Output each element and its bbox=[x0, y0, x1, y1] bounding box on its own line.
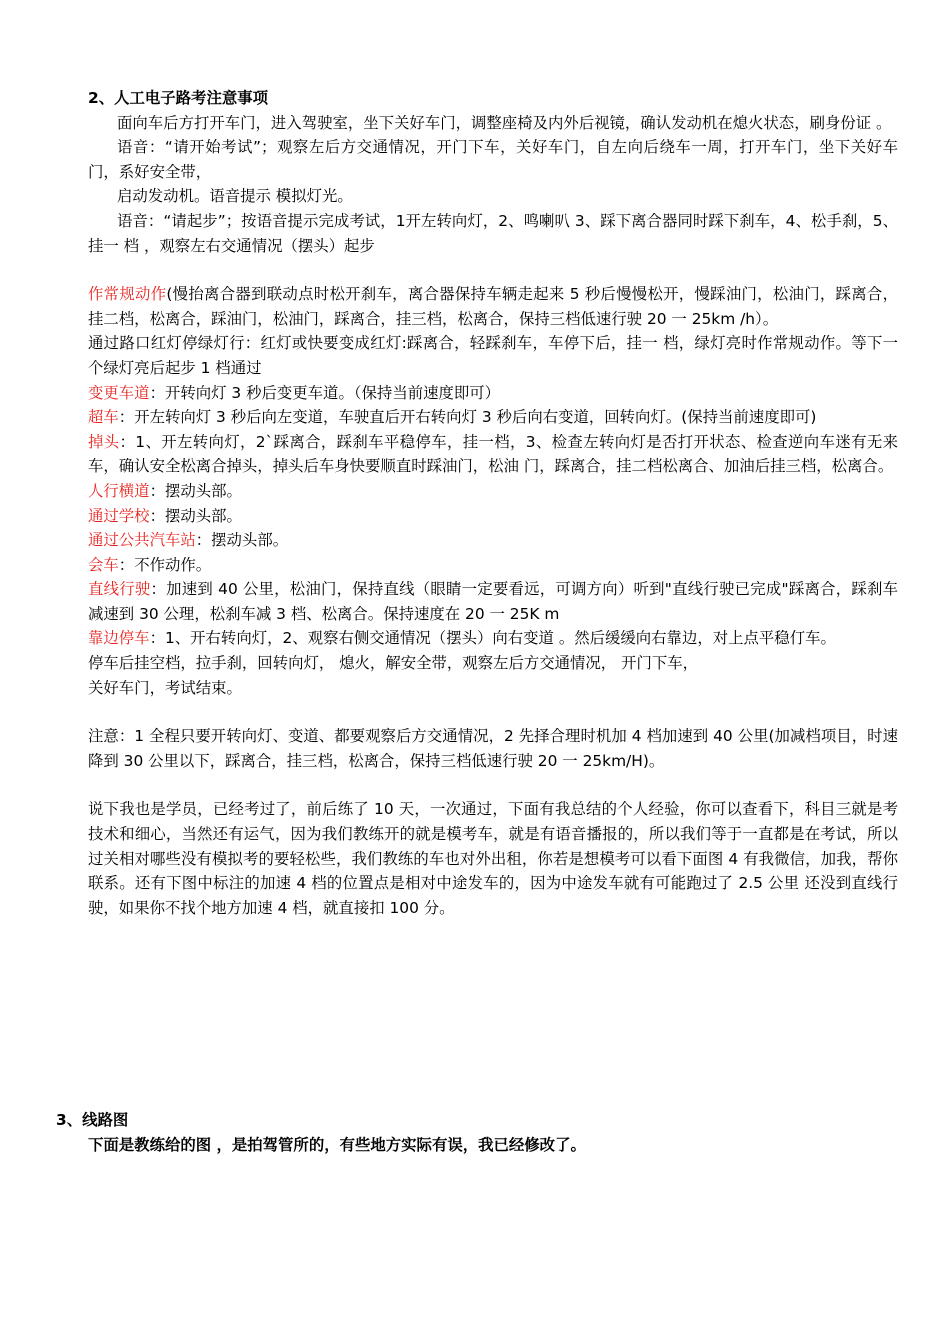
item-routine-actions bbox=[88, 282, 898, 331]
item-pull-over bbox=[88, 626, 898, 651]
item-label: 作常规动作 bbox=[88, 285, 167, 304]
paragraph-gap bbox=[88, 700, 898, 724]
item-text: ：1、开左转向灯，2`踩离合，踩刹车平稳停车，挂一档，3、检查左转向灯是否打开状态、检查逆向车迷有无来车，确认安全松离合掉头，掉头后车身快要顺直时踩油门，松油 门，踩离合，挂二档松离合、加油后挂三档，松离合。 bbox=[88, 432, 898, 476]
item-text: ：摆动头部。 bbox=[149, 506, 242, 525]
item-label: 通过公共汽车站 bbox=[88, 531, 196, 550]
intro-paragraph: 语音：“请起步”；按语音提示完成考试，1开左转向灯，2、鸣喇叭 3、踩下离合器同时踩下刹车，4、松手刹，5、挂一 档 ，观察左右交通情况（摆头）起步 bbox=[88, 211, 898, 255]
item-text: (慢抬离合器到联动点时松开刹车，离合器保持车辆走起来 5 秒后慢慢松开，慢踩油门，松油门，踩离合，挂二档，松离合，踩油门，松油门，踩离合，挂三档，松离合，保持三档低速行驶 20 一 25km /h）。 bbox=[88, 285, 898, 328]
section-2 bbox=[88, 86, 898, 920]
item-text: ：不作动作。 bbox=[118, 555, 212, 574]
intro-paragraph: 语音：“请开始考试”；观察左后方交通情况，开门下车，关好车门，自左向后绕车一周，打开车门，坐下关好车门，系好安全带， bbox=[88, 138, 898, 181]
item-label: 直线行驶 bbox=[88, 580, 151, 599]
paragraph-gap bbox=[88, 258, 898, 282]
section-3-heading: 3、线路图 bbox=[56, 1111, 129, 1129]
experience-paragraph: 说下我也是学员，已经考过了，前后练了 10 天，一次通过，下面有我总结的个人经验，你可以查看下，科目三就是考技术和细心，当然还有运气，因为我们教练开的就是模考车，就是有语音播报的，所以我们等于一直都是在考试，所以过关相对哪些没有模拟考的要轻松些，我们教练的车也对外出租，你若是想模考可以看下面图 4 有我微信，加我，帮你联系。还有下图中标注的加速 4 档的位置点是相对中途发车的，因为中途发车就有可能跑过了 2.5 公里 还没到直线行驶，如果你不找个地方加速 4 档，就直接扣 100 分。 bbox=[88, 800, 898, 917]
item-label: 通过学校 bbox=[88, 506, 150, 525]
item-label: 超车 bbox=[88, 408, 119, 427]
item-label: 掉头 bbox=[88, 432, 120, 451]
item-meeting-car bbox=[88, 553, 898, 578]
closing-line: 关好车门，考试结束。 bbox=[88, 678, 242, 697]
item-label: 人行横道 bbox=[88, 481, 150, 500]
item-bus-stop bbox=[88, 528, 898, 553]
intro-paragraph: 启动发动机。语音提示 模拟灯光。 bbox=[117, 187, 353, 206]
item-text: ：加速到 40 公里，松油门，保持直线（眼睛一定要看远，可调方向）听到"直线行驶已完成"踩离合，踩刹车减速到 30 公理，松刹车减 3 档、松离合。保持速度在 20 一 25K m bbox=[88, 580, 898, 623]
item-label: 会车 bbox=[88, 555, 119, 574]
item-label: 变更车道 bbox=[88, 383, 150, 402]
item-straight-driving bbox=[88, 577, 898, 626]
intro-paragraph: 面向车后方打开车门，进入驾驶室，坐下关好车门，调整座椅及内外后视镜，确认发动机在熄火状态，刷身份证 。 bbox=[117, 113, 892, 132]
item-overtake bbox=[88, 405, 898, 430]
section-3 bbox=[56, 1108, 916, 1158]
item-text: ：摆动头部。 bbox=[149, 481, 242, 500]
closing-line: 停车后挂空档，拉手刹，回转向灯， 熄火，解安全带，观察左后方交通情况， 开门下车， bbox=[88, 654, 699, 673]
item-school bbox=[88, 504, 898, 529]
item-lane-change bbox=[88, 381, 898, 406]
item-traffic-light bbox=[88, 331, 898, 380]
item-text: ：开左转向灯 3 秒后向左变道，车驶直后开右转向灯 3 秒后向右变道，回转向灯。(保持当前速度即可) bbox=[118, 408, 817, 427]
section-2-heading: 2、人工电子路考注意事项 bbox=[88, 89, 269, 107]
item-label: 靠边停车 bbox=[88, 629, 150, 648]
section-3-subtext: 下面是教练给的图 ，是拍驾管所的，有些地方实际有误，我已经修改了。 bbox=[88, 1136, 586, 1154]
item-text: 通过路口红灯停绿灯行：红灯或快要变成红灯:踩离合，轻踩刹车，车停下后，挂一 档，绿灯亮时作常规动作。等下一个绿灯亮后起步 1 档通过 bbox=[88, 334, 898, 377]
item-text: ：1、开右转向灯，2、观察右侧交通情况（摆头）向右变道 。然后缓缓向右靠边，对上点平稳仃车。 bbox=[149, 629, 836, 648]
paragraph-gap bbox=[88, 773, 898, 797]
item-text: ：开转向灯 3 秒后变更车道。（保持当前速度即可） bbox=[149, 383, 501, 402]
item-crosswalk bbox=[88, 479, 898, 504]
item-text: ：摆动头部。 bbox=[195, 531, 289, 550]
item-u-turn bbox=[88, 430, 898, 479]
note-paragraph: 注意：1 全程只要开转向灯、变道、都要观察后方交通情况，2 先择合理时机加 4 档加速到 40 公里(加减档项目，时速降到 30 公里以下，踩离合，挂三档，松离合，保持三档低速行驶 20 一 25km/H)。 bbox=[88, 727, 898, 770]
